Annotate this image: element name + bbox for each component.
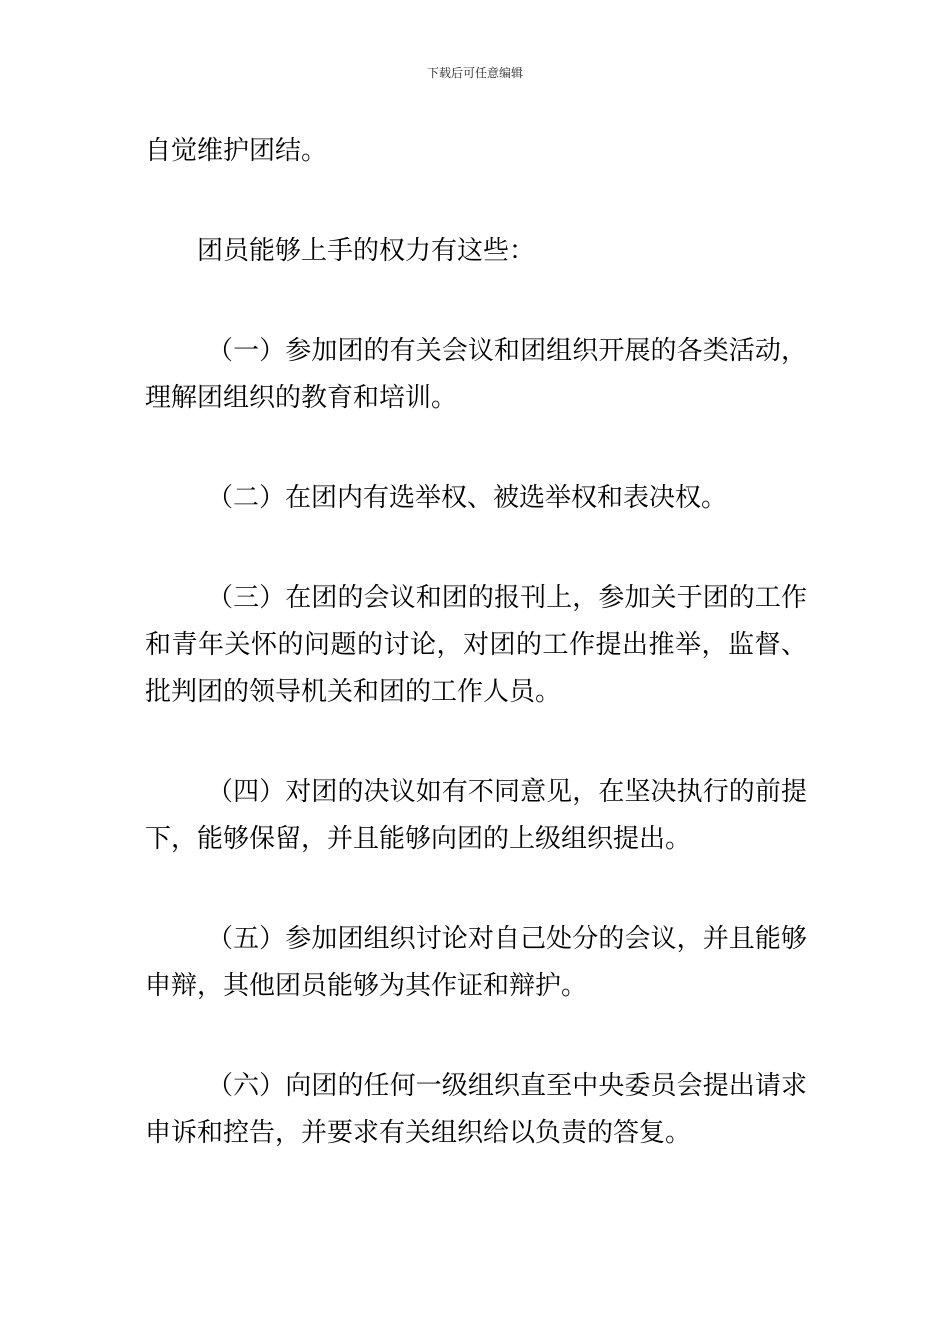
paragraph-right-1: （一）参加团的有关会议和团组织开展的各类活动，理解团组织的教育和培训。	[145, 336, 807, 413]
paragraph-right-2: （二）在团内有选举权、被选举权和表决权。	[207, 483, 728, 513]
paragraph-rights-intro: 团员能够上手的权力有这些：	[197, 236, 536, 266]
paragraph-right-3: （三）在团的会议和团的报刊上，参加关于团的工作和青年关怀的问题的讨论，对团的工作提出推举，监督、批判团的领导机关和团的工作人员。	[145, 583, 807, 707]
paragraph-continuation: 自觉维护团结。	[145, 136, 328, 166]
paragraph-right-4: （四）对团的决议如有不同意见，在坚决执行的前提下，能够保留，并且能够向团的上级组织提出。	[145, 777, 807, 854]
document-body	[145, 128, 807, 1157]
page-header: 下载后可任意编辑	[426, 66, 523, 80]
paragraph-right-5: （五）参加团组织讨论对自己处分的会议，并且能够申辩，其他团员能够为其作证和辩护。	[145, 924, 807, 1001]
paragraph-right-6: （六）向团的任何一级组织直至中央委员会提出请求申诉和控告，并要求有关组织给以负责的答复。	[145, 1071, 807, 1148]
